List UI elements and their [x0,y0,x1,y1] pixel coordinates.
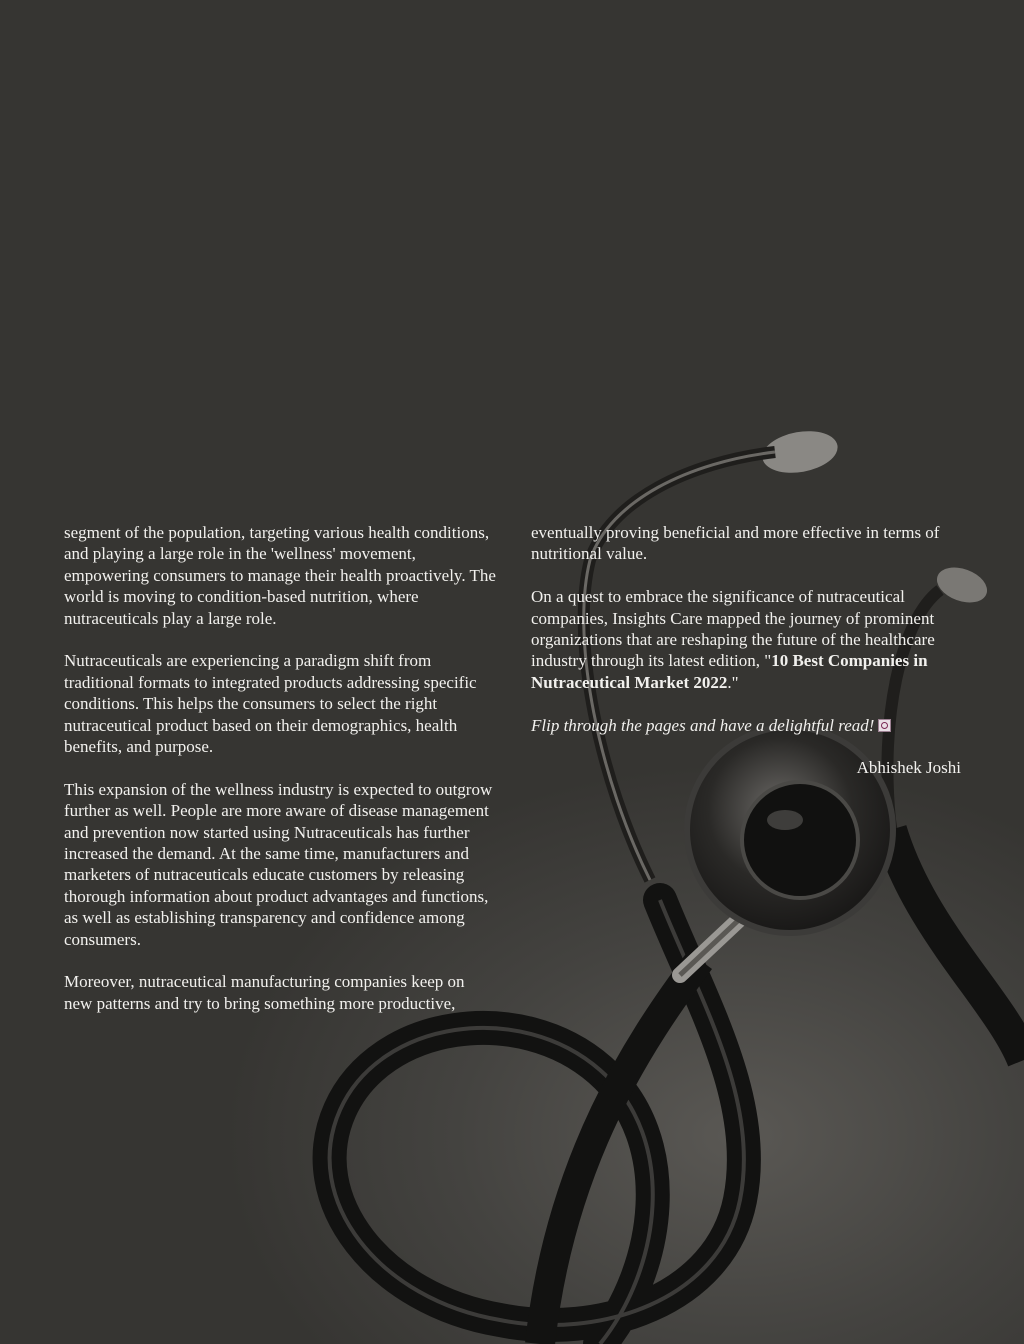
closing-line [531,715,961,736]
paragraph: Nutraceuticals are experiencing a paradigm shift from traditional formats to integrated products addressing specific conditions. This helps the consumers to select the right nutraceutical product based on their demographics, health benefits, and purpose. [64,651,477,757]
paragraph-text: On a quest to embrace the significance of nutraceutical companies, Insights Care mapped the journey of prominent organizations that are reshaping the future of the healthcare industry through its latest edition, " [531,587,935,671]
edition-title: 10 Best Companies in Nutraceutical Market 2022 [531,651,928,692]
paragraph: segment of the population, targeting various health conditions, and playing a large role in the 'wellness' movement, empowering consumers to manage their health proactively. The world is moving to condition-based nutrition, where nutraceuticals play a large role. [64,523,496,628]
paragraph: This expansion of the wellness industry is expected to outgrow further as well. People are more aware of disease management and prevention now started using Nutraceuticals has further increased the demand. At the same time, manufacturers and marketers of nutraceuticals educate customers by releasing thorough information about product advantages and functions, as well as establishing transparency and confidence among consumers. [64,779,493,949]
paragraph [531,586,961,693]
closing-text: Flip through the pages and have a delightful read! [531,715,875,735]
author-signature: Abhishek Joshi [856,758,961,778]
left-text-column [64,522,496,1036]
end-mark-icon [878,719,891,732]
paragraph-text-end: ." [727,672,739,692]
paragraph: Moreover, nutraceutical manufacturing companies keep on new patterns and try to bring something more productive, [64,972,465,1013]
right-text-column [531,522,961,800]
paragraph: eventually proving beneficial and more effective in terms of nutritional value. [531,523,940,564]
